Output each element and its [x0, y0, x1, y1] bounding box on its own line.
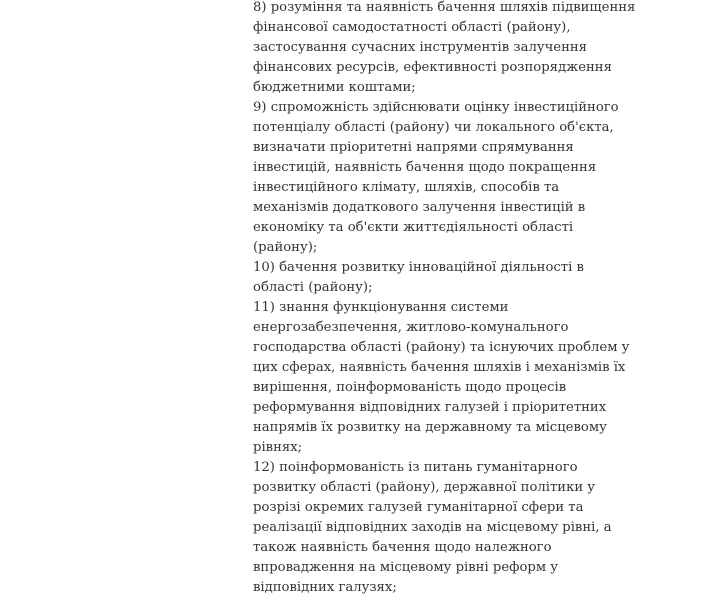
text-line: 9) спроможність здійснювати оцінку інвестиційного: [253, 100, 619, 115]
text-line: потенціалу області (району) чи локального об'єкта,: [253, 120, 614, 135]
text-line: господарства області (району) та існуючих проблем у: [253, 340, 630, 355]
text-line: фінансових ресурсів, ефективності розпорядження: [253, 60, 612, 75]
text-line: області (району);: [253, 280, 373, 295]
text-line: енергозабезпечення, житлово-комунального: [253, 320, 569, 335]
text-line: напрямів їх розвитку на державному та місцевому: [253, 420, 607, 435]
text-line: впровадження на місцевому рівні реформ у: [253, 560, 559, 575]
text-line: реформування відповідних галузей і пріоритетних: [253, 400, 607, 415]
text-line: застосування сучасних інструментів залучення: [253, 40, 588, 55]
text-line: фінансової самодостатності області (району),: [253, 20, 571, 35]
text-line: реалізації відповідних заходів на місцевому рівні, а: [253, 520, 612, 535]
text-line: (району);: [253, 240, 318, 255]
text-line: відповідних галузях;: [253, 580, 397, 595]
text-line: економіку та об'єкти життєдіяльності області: [253, 220, 574, 235]
text-line: 8) розуміння та наявність бачення шляхів підвищення: [253, 0, 636, 15]
text-line: 11) знання функціонування системи: [253, 300, 509, 315]
text-line: інвестиційного клімату, шляхів, способів та: [253, 180, 560, 195]
text-line: рівнях;: [253, 440, 303, 455]
text-line: 10) бачення розвитку інноваційної діяльності в: [253, 260, 584, 275]
document-text: [253, 0, 636, 598]
text-line: розрізі окремих галузей гуманітарної сфери та: [253, 500, 584, 515]
text-line: визначати пріоритетні напрями спрямування: [253, 140, 574, 155]
text-line: 12) поінформованість із питань гуманітарного: [253, 460, 578, 475]
text-line: також наявність бачення щодо належного: [253, 540, 552, 555]
text-line: цих сферах, наявність бачення шляхів і механізмів їх: [253, 360, 626, 375]
text-line: механізмів додаткового залучення інвестицій в: [253, 200, 586, 215]
text-line: розвитку області (району), державної політики у: [253, 480, 596, 495]
text-line: вирішення, поінформованість щодо процесів: [253, 380, 567, 395]
text-line: бюджетними коштами;: [253, 80, 416, 95]
text-line: інвестицій, наявність бачення щодо покращення: [253, 160, 597, 175]
